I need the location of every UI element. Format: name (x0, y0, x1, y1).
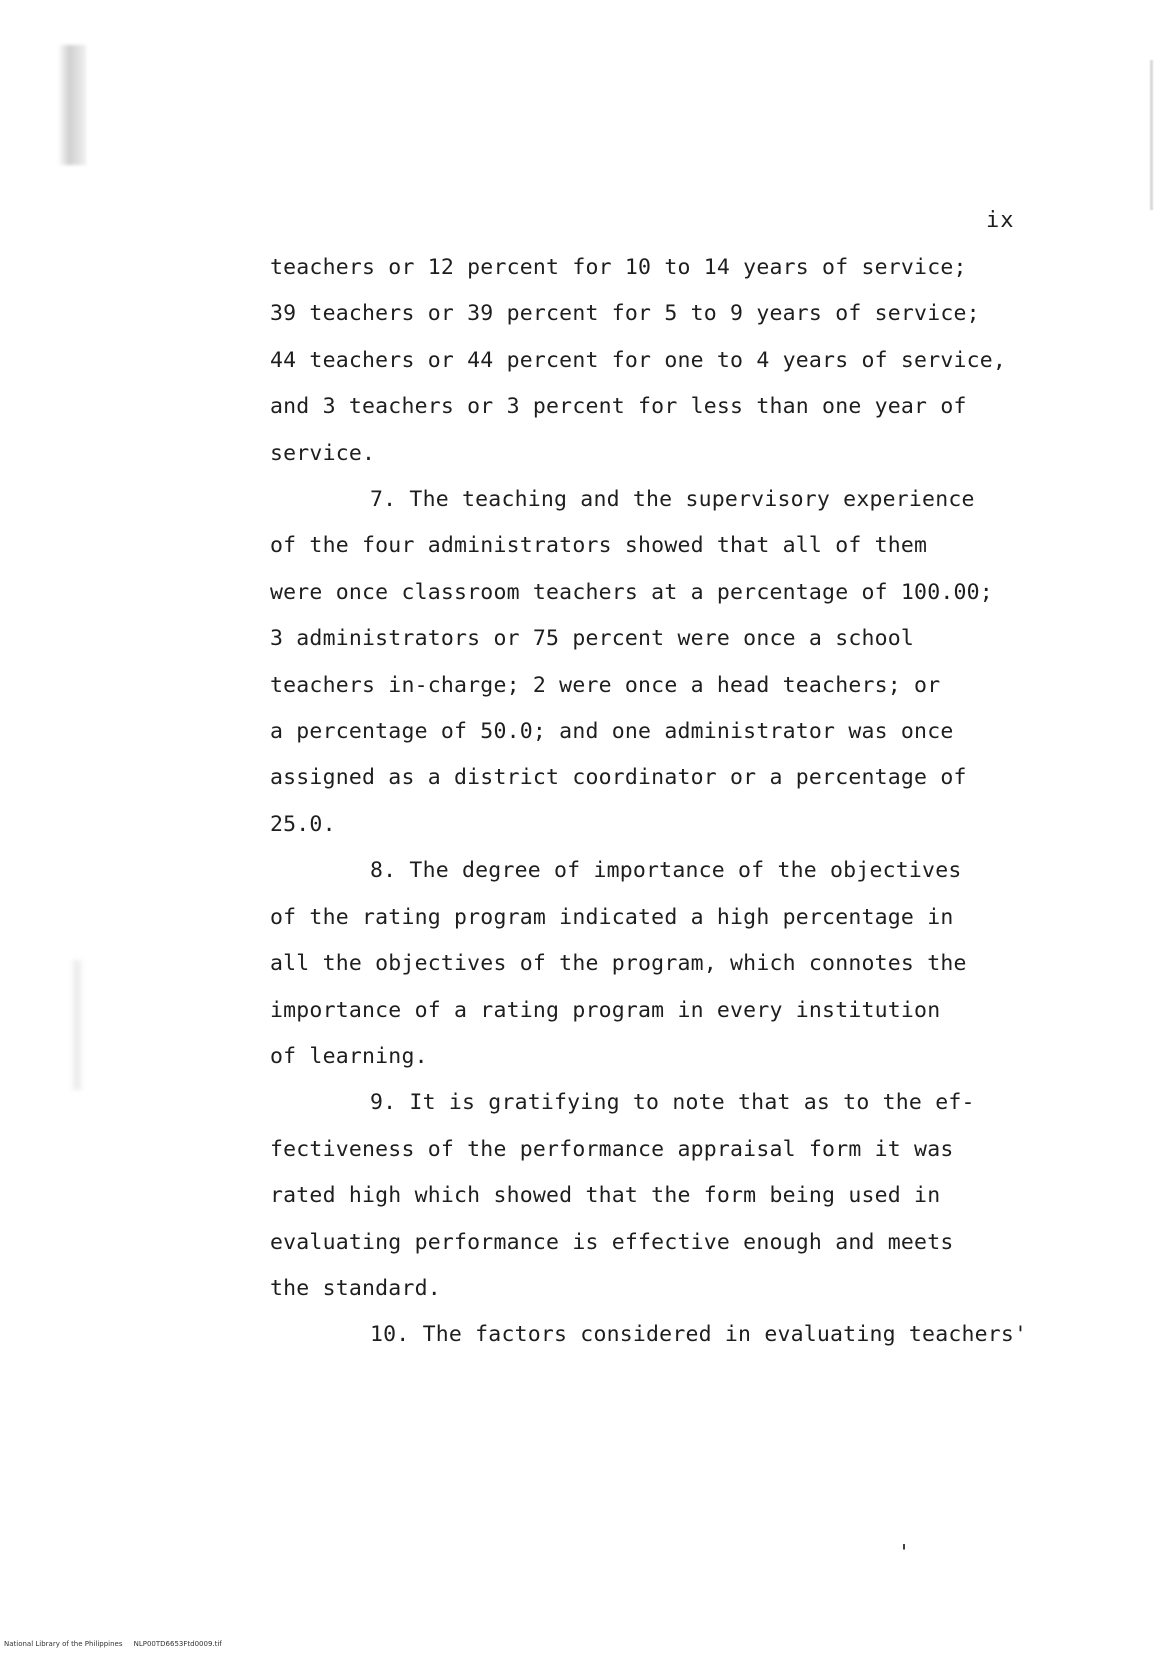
text-line: importance of a rating program in every institution (270, 997, 941, 1023)
text-line: 9. It is gratifying to note that as to the ef- (370, 1090, 975, 1116)
scan-shadow-right (1150, 60, 1153, 210)
page-number: ix (986, 208, 1015, 233)
scan-credit-footer: National Library of the Philippines NLP00TD6653Ftd0009.tif (4, 1640, 222, 1648)
text-line: fectiveness of the performance appraisal form it was (270, 1136, 954, 1162)
text-line: 7. The teaching and the supervisory experience (370, 487, 975, 513)
scan-shadow-left (58, 45, 86, 165)
text-line: teachers or 12 percent for 10 to 14 years of service; (270, 255, 967, 280)
text-line: and 3 teachers or 3 percent for less than one year of (270, 394, 967, 420)
text-line: service. (270, 440, 376, 466)
text-line: 3 administrators or 75 percent were once a school (270, 626, 915, 652)
text-line: rated high which showed that the form being used in (270, 1183, 941, 1209)
text-line: evaluating performance is effective enough and meets (270, 1229, 954, 1255)
text-line: 44 teachers or 44 percent for one to 4 years of service, (270, 347, 1007, 373)
text-line: 25.0. (270, 811, 336, 837)
text-line: a percentage of 50.0; and one administrator was once (270, 719, 954, 745)
paragraph-item-7 (270, 477, 1070, 848)
text-line: of the rating program indicated a high percentage in (270, 904, 954, 930)
text-line: all the objectives of the program, which connotes the (270, 951, 967, 977)
text-line: 10. The factors considered in evaluating teachers' (370, 1322, 1028, 1348)
body-text (270, 245, 1070, 1359)
paragraph-item-8 (270, 848, 1070, 1080)
paragraph-item-9 (270, 1080, 1070, 1312)
text-line: were once classroom teachers at a percentage of 100.00; (270, 579, 993, 605)
text-line: of the four administrators showed that all of them (270, 533, 928, 559)
scan-shadow-left-lower (70, 960, 84, 1090)
text-line: assigned as a district coordinator or a percentage of (270, 765, 967, 791)
text-line: 39 teachers or 39 percent for 5 to 9 years of service; (270, 301, 980, 327)
text-line: of learning. (270, 1043, 428, 1069)
text-line: teachers in-charge; 2 were once a head teachers; or (270, 672, 941, 698)
text-line: 8. The degree of importance of the objectives (370, 858, 962, 884)
paragraph-continuation (270, 245, 1070, 477)
stray-mark: ' (898, 1540, 911, 1564)
paragraph-item-10 (270, 1312, 1070, 1358)
text-line: the standard. (270, 1275, 441, 1301)
